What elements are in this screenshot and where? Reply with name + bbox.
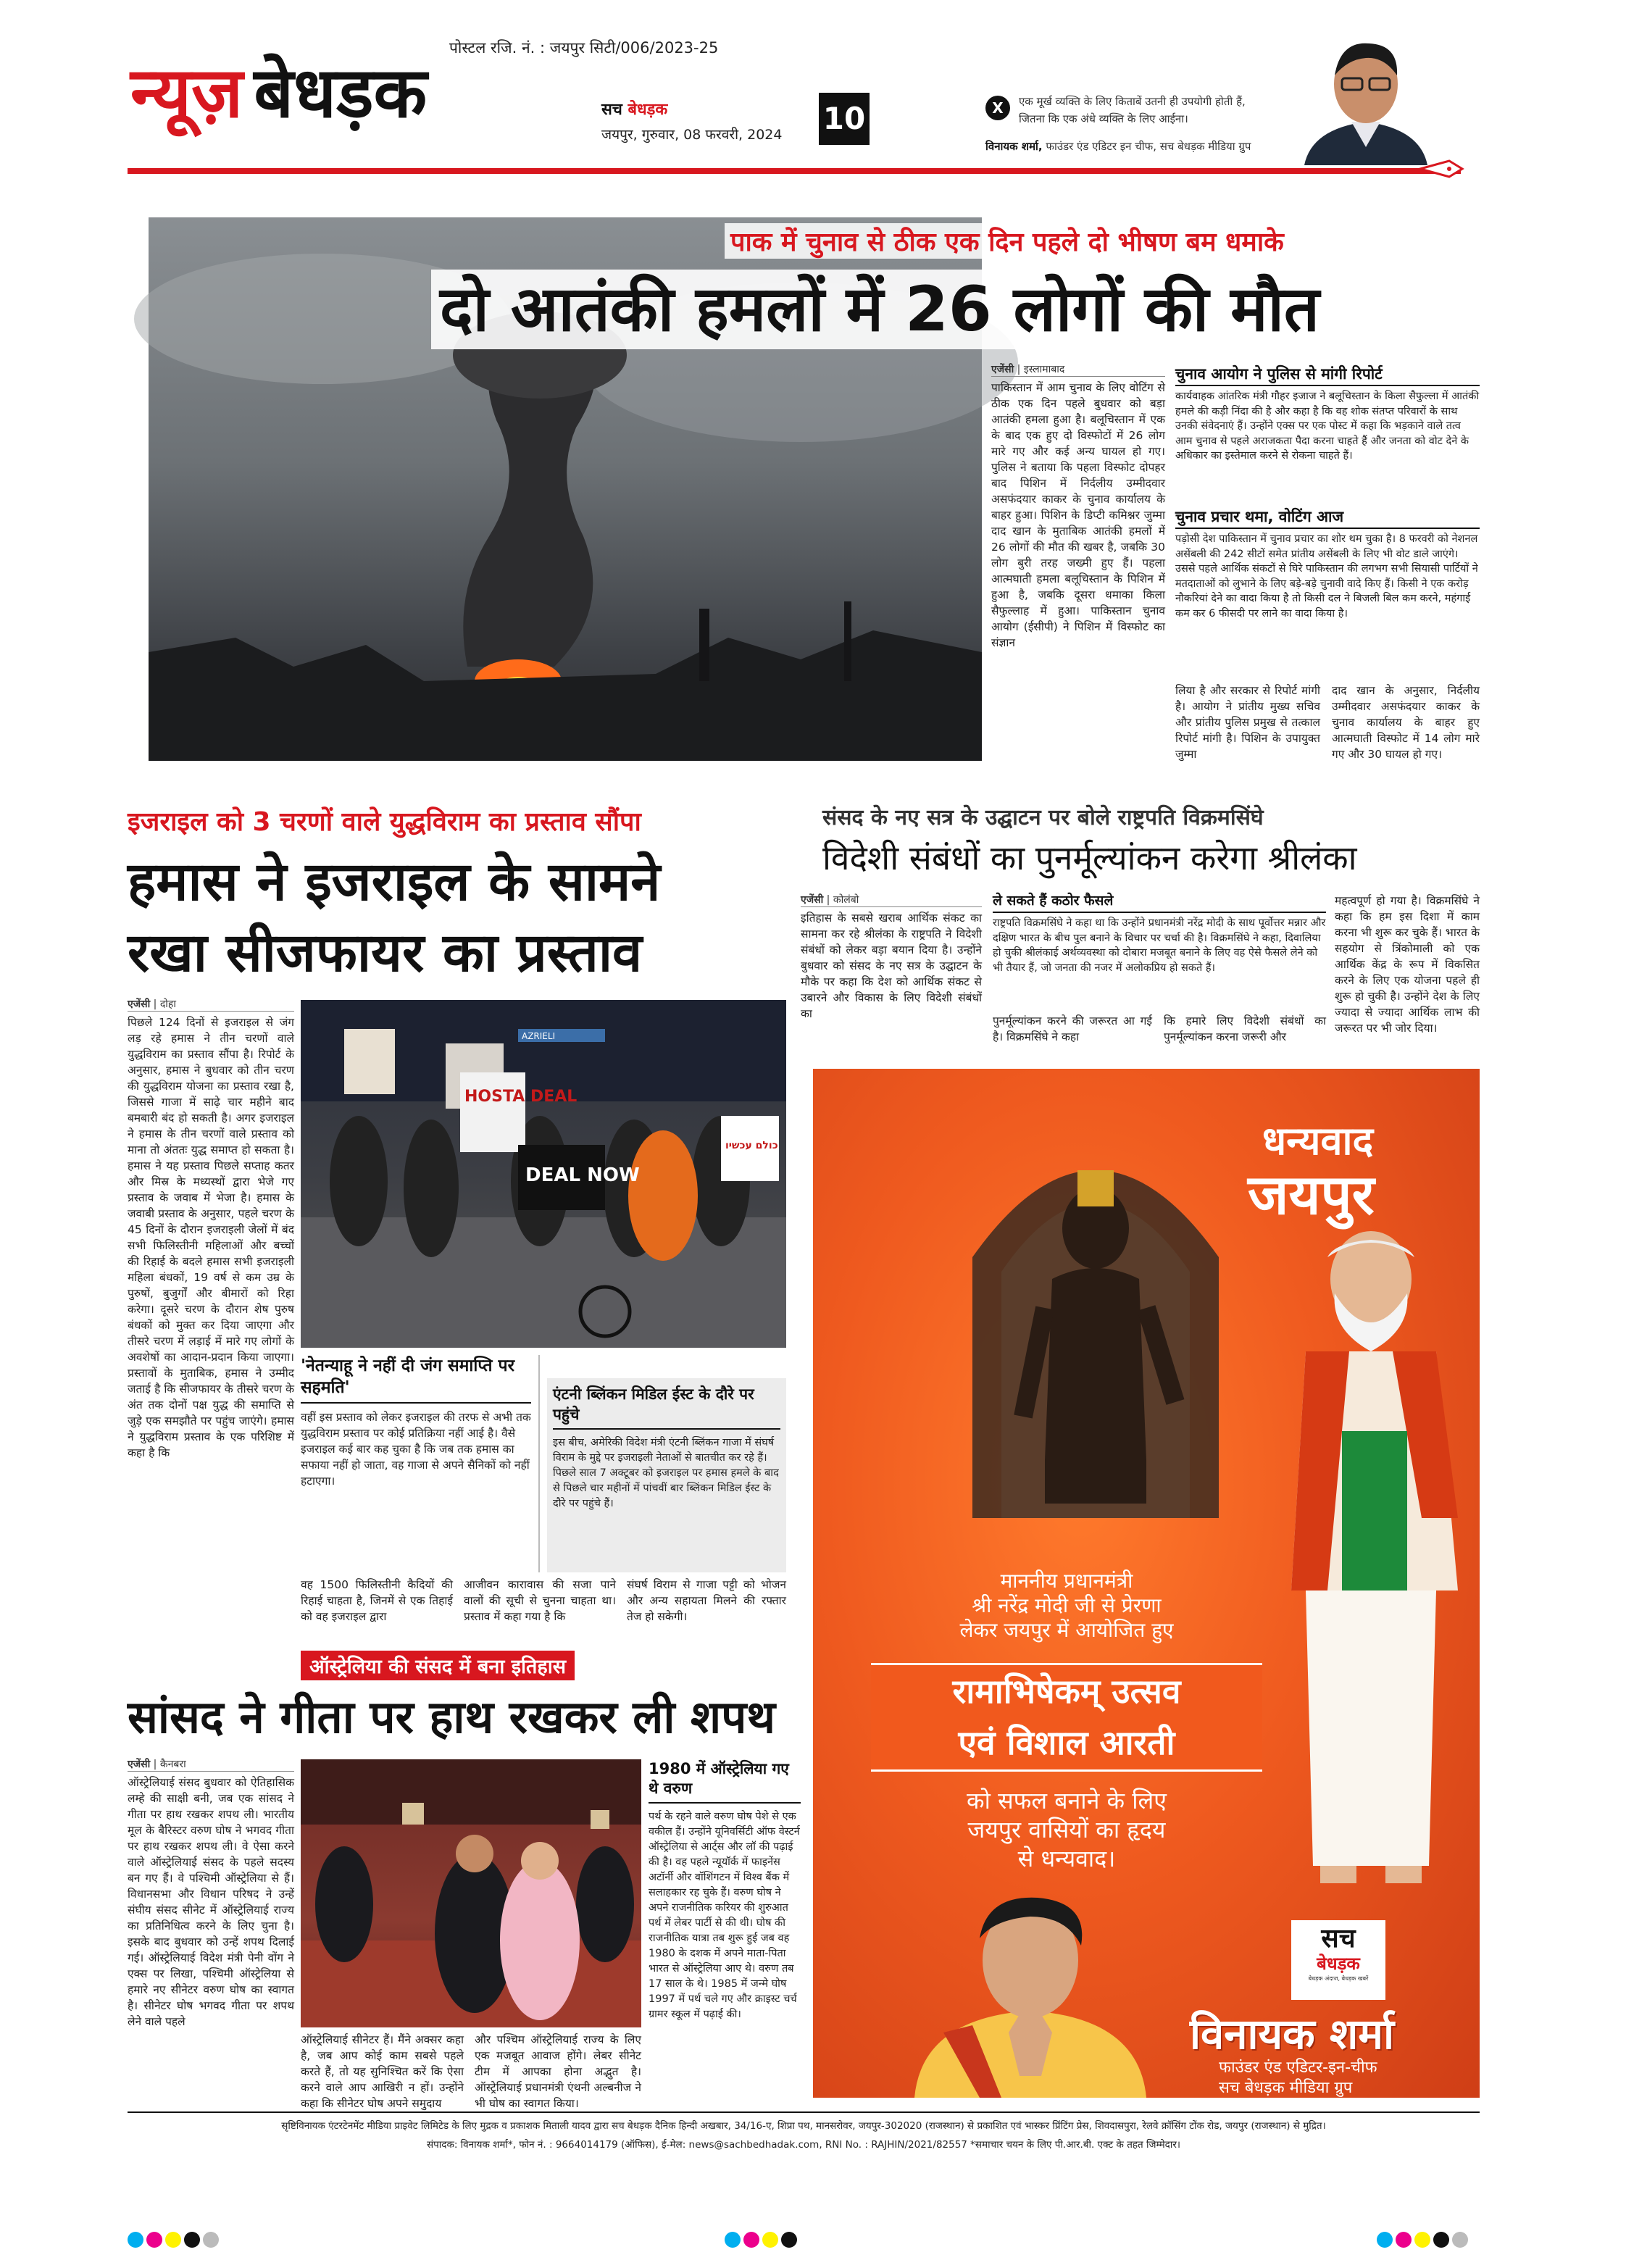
story2-column-2: वह 1500 फिलिस्तीनी कैदियों की रिहाई चाहता है, जिनमें से एक तिहाई को वह इजराइल द्वारा xyxy=(301,1578,453,1623)
tagline xyxy=(601,98,667,120)
story2-column-3: आजीवन कारावास की सजा पाने वालों की सूची से चुनना चाहता था। प्रस्ताव में कहा गया है कि xyxy=(464,1578,616,1623)
thank-you-jaipur-ad[interactable] xyxy=(813,1069,1480,2098)
ad-brand-logo xyxy=(1291,1920,1385,2000)
story1-box2-text: पड़ोसी देश पाकिस्तान में चुनाव प्रचार का शोर थम चुका है। 8 फरवरी को नेशनल असेंबली की 242 सीटों समेत प्रांतीय असेंबली के लिए भी वोट डाले जाएंगे। उससे पहले आर्थिक संकटों से घिरे पाकिस्तान की लगभग सभी सियासी पार्टियों ने मतदाताओं को लुभाने के लिए बड़े-बड़े चुनावी वादे किए हैं। किसी ने एक करोड़ नौकरियां देने का वादा किया है तो किसी दल ने बिजली बिल कम करने, महंगाई कम कर 6 फीसदी पर लाने का वादा किया है। xyxy=(1175,533,1478,620)
story4-column-2: ऑस्ट्रेलियाई सीनेटर हैं। मैंने अक्सर कहा है, जब आप कोई काम सबसे पहले करते हैं, तो यह सुनिश्चित करें कि ऐसा करने वाले आप आखिरी न हों। उन्होंने कहा कि सीनेटर घोष अपने समुदाय xyxy=(301,2033,464,2110)
story3-box-text: राष्ट्रपति विक्रमसिंघे ने कहा था कि उन्होंने प्रधानमंत्री नरेंद्र मोदी के साथ पूर्वोत्तर मन्नार और दक्षिण भारत के बीच पुल बनाने के विचार पर चर्चा की है। विक्रमसिंघे ने कहा, दिवालिया हो चुकी श्रीलंकाई अर्थव्यवस्था को दोबारा मजबूत बनाने के लिए वह ऐसे फैसले लेने को भी तैयार हैं, जो जनता की नजर में अलोकप्रिय हो सकते हैं। xyxy=(993,917,1326,974)
story4-sub-1980 xyxy=(649,1759,801,2097)
photo-sign-hostage: HOSTA DEAL xyxy=(464,1088,578,1106)
story1-box1-text: कार्यवाहक आंतरिक मंत्री गौहर इजाज ने बलूचिस्तान के किला सैफुल्ला में आतंकी हमले की कड़ी निंदा की है और कहा है कि वह शोक संतप्त परिवारों के साथ उनकी संवेदनाएं हैं। उन्होंने एक्स पर एक पोस्ट में कहा कि भड़काने वाले तत्व आम चुनाव से पहले अराजकता पैदा करना चाहते हैं और जनता को वोट देने के अधिकार का इस्तेमाल करने से रोकना चाहते हैं। xyxy=(1175,391,1480,462)
story1-kicker: पाक में चुनाव से ठीक एक दिन पहले दो भीषण बम धमाके xyxy=(725,223,1290,259)
newspaper-logo[interactable] xyxy=(130,49,427,136)
photo-sign-hebrew: כולם עכשיו xyxy=(725,1140,778,1151)
editor-portrait xyxy=(1297,28,1435,165)
ad-brand-sach: सच xyxy=(1321,1924,1356,1954)
story4-kicker: ऑस्ट्रेलिया की संसद में बना इतिहास xyxy=(301,1651,575,1680)
protest-photo xyxy=(301,1000,786,1348)
ad-editor-desig-1: फाउंडर एंड एडिटर-इन-चीफ xyxy=(1219,2059,1377,2077)
ad-line-2: श्री नरेंद्र मोदी जी से प्रेरणा xyxy=(972,1593,1162,1617)
story2-headline-1: हमास ने इजराइल के सामने xyxy=(128,851,661,913)
story3-box-decisions xyxy=(993,893,1326,1009)
story2-sub2-text: इस बीच, अमेरिकी विदेश मंत्री एंटनी ब्लिंकन गाजा में संघर्ष विराम के मुद्दे पर इजराइली नेताओं से बातचीत कर रहे हैं। पिछले साल 7 अक्टूबर को इजराइल पर हमास हमले के बाद से पिछले चार महीनों में पांचवीं बार ब्लिंकन मिडिल ईस्ट के दौरे पर पहुंचे हैं। xyxy=(553,1437,779,1509)
tagline-sach: सच xyxy=(601,101,622,119)
ad-text-block xyxy=(864,1569,1269,1643)
photo-sign-deal-now: DEAL NOW xyxy=(525,1164,640,1186)
story2-byline: एजेंसी | दोहा xyxy=(128,997,294,1012)
story2-sub-netanyahu xyxy=(301,1355,540,1572)
logo-part-bedhadak: बेधड़क xyxy=(254,52,428,133)
story1-place: इस्लामाबाद xyxy=(1023,364,1065,375)
story4-sub-title: 1980 में ऑस्ट्रेलिया गए थे वरुण xyxy=(649,1759,801,1804)
ad-event-banner xyxy=(871,1663,1262,1772)
story1-headline: दो आतंकी हमलों में 26 लोगों की मौत xyxy=(431,270,1328,349)
story2-sub-blinken xyxy=(547,1378,786,1572)
story4-sub-text: पर्थ के रहने वाले वरुण घोष पेशे से एक वकील हैं। उन्होंने यूनिवर्सिटी ऑफ वेस्टर्न ऑस्ट्रेलिया से आर्ट्स और लॉ की पढ़ाई की है। वह पहले न्यूयॉर्क में फाइनेंस अटॉर्नी और वॉशिंगटन में विश्व बैंक में सलाहकार रह चुके हैं। वरुण घोष ने अपने राजनीतिक करियर की शुरुआत पर्थ में लेबर पार्टी से की थी। घोष की राजनीतिक यात्रा तब शुरू हुई जब वह 1980 के दशक में अपने माता-पिता भारत से ऑस्ट्रेलिया आए थे। वरुण तब 17 साल के थे। 1985 में जन्मे घोष 1997 में पर्थ चले गए और क्राइस्ट चर्च ग्रामर स्कूल में पढ़ाई की। xyxy=(649,1811,800,2020)
footer-imprint-1: सृष्टिविनायक एंटरटेनमेंट मीडिया प्राइवेट लिमिटेड के लिए मुद्रक व प्रकाशक मिताली यादव द्वारा सच बेधड़क दैनिक हिन्दी अखबार, 34/16-ए, शिप्रा पथ, मानसरोवर, जयपुर-302020 (राजस्थान) से प्रकाशित एवं भास्कर प्रिंटिंग प्रेस, शिवदासपुरा, रेलवे क्रॉसिंग टोंक रोड, जयपुर (राजस्थान) से मुद्रित। xyxy=(281,2120,1326,2132)
dateline: जयपुर, गुरुवार, 08 फरवरी, 2024 xyxy=(601,127,783,143)
logo-part-news: न्यूज़ xyxy=(130,52,243,133)
ad-thanks-2: जयपुर वासियों का हृदय xyxy=(967,1816,1166,1843)
quote-box xyxy=(985,87,1319,167)
ad-thanks-1: को सफल बनाने के लिए xyxy=(967,1787,1167,1814)
quote-line-2: जितना कि एक अंधे व्यक्ति के लिए आईना। xyxy=(1019,112,1188,125)
quote-author-title: फाउंडर एंड एडिटर इन चीफ, सच बेधड़क मीडिया ग्रुप xyxy=(1046,140,1251,153)
ad-event-2: एवं विशाल आरती xyxy=(958,1723,1175,1762)
postal-registration: पोस्टल रजि. नं. : जयपुर सिटी/006/2023-25 xyxy=(449,39,719,57)
story1-column-2: लिया है और सरकार से रिपोर्ट मांगी है। आयोग ने प्रांतीय मुख्य सचिव और प्रांतीय पुलिस प्रमुख से तत्काल रिपोर्ट मांगी है। पिशिन के उपायुक्त जुम्मा xyxy=(1175,684,1320,761)
pm-modi-illustration xyxy=(1262,1214,1480,1938)
story1-box-campaign xyxy=(1175,509,1480,677)
ad-thanks-3: से धन्यवाद। xyxy=(1017,1845,1116,1872)
story3-column-2a: पुनर्मूल्यांकन करने की जरूरत आ गई है। विक्रमसिंघे ने कहा xyxy=(993,1014,1152,1043)
story2-sub1-text: वहीं इस प्रस्ताव को लेकर इजराइल की तरफ से अभी तक युद्धविराम प्रस्ताव पर कोई प्रतिक्रिया नहीं आई है। वैसे इजराइल कई बार कह चुका है कि जब तक हमास का सफाया नहीं हो जाता, वह गाजा से अपने सैनिकों को नहीं हटाएगा। xyxy=(301,1411,531,1488)
story3-byline: एजेंसी | कोलंबो xyxy=(801,893,982,907)
story3-column-1: इतिहास के सबसे खराब आर्थिक संकट का सामना कर रहे श्रीलंका के राष्ट्रपति ने विदेशी संबंधों को लेकर बड़ा बयान दिया है। उन्होंने बुधवार को संसद के नए सत्र के उद्घाटन के मौके पर कहा कि देश को आर्थिक संकट से उबारने और विकास के लिए विदेशी संबंधों का xyxy=(801,912,982,1020)
story2-sub2-title: एंटनी ब्लिंकन मिडिल ईस्ट के दौरे पर पहुंचे xyxy=(553,1384,780,1430)
quote-author: विनायक शर्मा, xyxy=(985,140,1043,153)
story2-column-1: पिछले 124 दिनों से इजराइल से जंग लड़ रहे हमास ने तीन चरणों वाले युद्धविराम का प्रस्ताव सौंपा है। रिपोर्ट के अनुसार, हमास ने बुधवार को तीन चरण की युद्धविराम योजना का प्रस्ताव रखा है, जिससे गाजा में साढ़े चार महीने बाद बमबारी बंद हो सकती है। अगर इजराइल ने हमास के तीन चरणों वाले प्रस्ताव को माना तो अंततः युद्ध समाप्त हो सकता है। हमास ने यह प्रस्ताव पिछले सप्ताह कतर और मिस्र के मध्यस्थों द्वारा भेजे गए प्रस्ताव के जवाब में भेजा है। हमास के जवाबी प्रस्ताव के अनुसार, पहले चरण के 45 दिनों के दौरान इजराइली जेलों में बंद सभी फिलिस्तीनी महिलाओं और बच्चों की रिहाई के बदले हमास सभी इजराइली महिला बंधकों, 19 वर्ष से कम उम्र के पुरुषों, बुजुर्गों और बीमारों को रिहा करेगा। दूसरे चरण के दौरान शेष पुरुष बंधकों को मुक्त कर दिया जाएगा और तीसरे चरण में लड़ाई में मारे गए लोगों के अवशेषों का आदान-प्रदान किया जाएगा। प्रस्तावों के मुताबिक, हमास ने उम्मीद जताई है कि सीजफायर के तीसरे चरण के अंत तक दोनों पक्ष युद्ध की समाप्ति से जुड़े एक समझौते पर पहुंच जाएंगे। हमास ने युद्धविराम प्रस्ताव के एक परिशिष्ट में कहा है कि xyxy=(128,1016,294,1459)
quote-line-1: एक मूर्ख व्यक्ति के लिए किताबें उतनी ही उपयोगी होती हैं, xyxy=(1019,95,1246,108)
ad-brand-tag: बेधड़क अंदाज, बेधड़क खबरें xyxy=(1308,1975,1369,1982)
story2-agency: एजेंसी xyxy=(128,998,151,1010)
story3-agency: एजेंसी xyxy=(801,894,824,906)
story3-headline: विदेशी संबंधों का पुनर्मूल्यांकन करेगा श्रीलंका xyxy=(822,838,1357,877)
page-number: 10 xyxy=(819,93,870,145)
registration-dots-center xyxy=(725,2232,800,2251)
story1-column-1: पाकिस्तान में आम चुनाव के लिए वोटिंग से ठीक एक दिन पहले बुधवार को बड़ा आतंकी हमला हुआ है। बलूचिस्तान में एक के बाद एक हुए दो विस्फोटों में 26 लोग मारे गए और कई अन्य घायल हो गए। पुलिस ने बताया कि पहला विस्फोट दोपहर बाद पिशिन में निर्दलीय उम्मीदवार असफंदयार काकर के चुनाव कार्यालय के बाहर हुआ। पिशिन के डिप्टी कमिश्नर जुम्मा दाद खान के मुताबिक आतंकी हमलों में 26 लोगों की मौत की खबर है, जबकि 30 लोग बुरी तरह जख्मी हुए हैं। पहला आत्मघाती हमला बलूचिस्तान के पिशिन में हुआ है, जबकि दूसरा धमाका किला सैफुल्लाह में हुआ। पाकिस्तान चुनाव आयोग (ईसीपी) ने पिशिन में विस्फोट का संज्ञान xyxy=(991,381,1165,649)
story4-byline: एजेंसी | कैनबरा xyxy=(128,1757,294,1772)
story4-column-3: और पश्चिम ऑस्ट्रेलियाई राज्य के लिए एक मजबूत आवाज होंगे। लेबर सीनेट टीम में आपका होना अद्भुत है। ऑस्ट्रेलियाई प्रधानमंत्री एंथनी अल्बनीज ने भी घोष का स्वागत किया। xyxy=(475,2033,641,2110)
story1-agency: एजेंसी xyxy=(991,364,1014,375)
senate-oath-photo xyxy=(301,1759,641,2027)
story4-place: कैनबरा xyxy=(159,1759,186,1770)
tagline-bedhadak: बेधड़क xyxy=(628,101,668,119)
registration-dots-right xyxy=(1377,2232,1471,2251)
ad-line-1: माननीय प्रधानमंत्री xyxy=(1000,1569,1133,1593)
x-logo-icon[interactable]: X xyxy=(985,96,1010,120)
story1-box-report xyxy=(1175,366,1480,504)
story4-agency: एजेंसी xyxy=(128,1759,151,1770)
story1-byline: एजेंसी | इस्लामाबाद xyxy=(991,362,1165,377)
ad-event-1: रामाभिषेकम् उत्सव xyxy=(952,1672,1181,1711)
ad-brand-bedhadak: बेधड़क xyxy=(1317,1954,1360,1974)
story2-headline-2: रखा सीजफायर का प्रस्ताव xyxy=(128,922,643,984)
ad-thanks xyxy=(864,1786,1269,1873)
story1-box2-title: चुनाव प्रचार थमा, वोटिंग आज xyxy=(1175,509,1480,529)
footer-rule xyxy=(128,2111,1480,2113)
footer-imprint-2: संपादक: विनायक शर्मा*, फोन नं. : 9664014179 (ऑफिस), ई-मेल: news@sachbedhadak.com, RNI No. : RAJHIN/2021/82557 *समाचार चयन के लिए पी.आर.बी. एक्ट के तहत जिम्मेदार। xyxy=(427,2139,1180,2151)
ad-title-2: जयपुर xyxy=(1248,1162,1375,1227)
story1-box1-title: चुनाव आयोग ने पुलिस से मांगी रिपोर्ट xyxy=(1175,366,1480,386)
masthead-rule xyxy=(128,168,1461,174)
registration-dots-left xyxy=(128,2232,222,2251)
story3-column-3: महत्वपूर्ण हो गया है। विक्रमसिंघे ने कहा कि हम इस दिशा में काम करना भी शुरू कर चुके हैं। भारत के सहयोग से त्रिंकोमाली को एक आर्थिक केंद्र के रूप में विकसित करने के लिए एक योजना पहले ही शुरू हो चुकी है। उन्होंने देश के लिए ज्यादा से ज्यादा आर्थिक लाभ की जरूरत पर भी जोर दिया। xyxy=(1335,894,1480,1035)
story2-column-4: संघर्ष विराम से गाजा पट्टी को भोजन और अन्य सहायता मिलने की रफ्तार तेज हो सकेगी। xyxy=(627,1578,786,1623)
story1-column-3: दाद खान के अनुसार, निर्दलीय उम्मीदवार असफंदयार काकर के चुनाव कार्यालय के बाहर हुए आत्मघाती विस्फोट में 14 लोग मारे गए और 30 घायल हो गए। xyxy=(1332,684,1480,761)
story3-place: कोलंबो xyxy=(833,894,859,906)
story2-sub1-title: 'नेतन्याहू ने नहीं दी जंग समाप्ति पर सहमति' xyxy=(301,1355,531,1404)
photo-sign-azrieli: AZRIELI xyxy=(522,1031,556,1041)
story3-kicker: संसद के नए सत्र के उद्घाटन पर बोले राष्ट्रपति विक्रमसिंघे xyxy=(822,805,1264,830)
story3-box-title: ले सकते हैं कठोर फैसले xyxy=(993,893,1326,913)
story4-headline: सांसद ने गीता पर हाथ रखकर ली शपथ xyxy=(128,1690,775,1743)
story2-place: दोहा xyxy=(159,998,176,1010)
ad-line-3: लेकर जयपुर में आयोजित हुए xyxy=(959,1618,1174,1642)
story4-column-1: ऑस्ट्रेलियाई संसद बुधवार को ऐतिहासिक लम्हे की साक्षी बनी, जब एक सांसद ने गीता पर हाथ रखकर शपथ ली। भारतीय मूल के बैरिस्टर वरुण घोष ने भगवद गीता पर हाथ रखकर शपथ ली। वे ऐसा करने वाले ऑस्ट्रेलियाई संसद के पहले सदस्य बन गए हैं। वे पश्चिमी ऑस्ट्रेलिया से हैं। विधानसभा और विधान परिषद ने उन्हें संघीय संसद सीनेट में ऑस्ट्रेलियाई राज्य का प्रतिनिधित्व करने के लिए चुना है। इसके बाद बुधवार को उन्हें शपथ दिलाई गई। ऑस्ट्रेलियाई विदेश मंत्री पेनी वोंग ने एक्स पर लिखा, पश्चिमी ऑस्ट्रेलिया से हमारे नए सीनेटर वरुण घोष का स्वागत है। सीनेटर घोष भगवद गीता पर शपथ लेने वाले पहले xyxy=(128,1776,294,2028)
ad-editor-name: विनायक शर्मा xyxy=(1190,2009,1395,2059)
story2-kicker: इजराइल को 3 चरणों वाले युद्धविराम का प्रस्ताव सौंपा xyxy=(128,807,641,837)
story3-column-2b: कि हमारे लिए विदेशी संबंधों का पुनर्मूल्यांकन करना जरूरी और xyxy=(1164,1014,1326,1043)
editor-namaste-portrait xyxy=(900,1888,1161,2098)
ram-idol-illustration xyxy=(958,1112,1233,1518)
pen-nib-icon xyxy=(1420,158,1464,180)
ad-editor-desig-2: सच बेधड़क मीडिया ग्रुप xyxy=(1219,2079,1353,2097)
ad-title-1: धन्यवाद xyxy=(1262,1118,1374,1164)
